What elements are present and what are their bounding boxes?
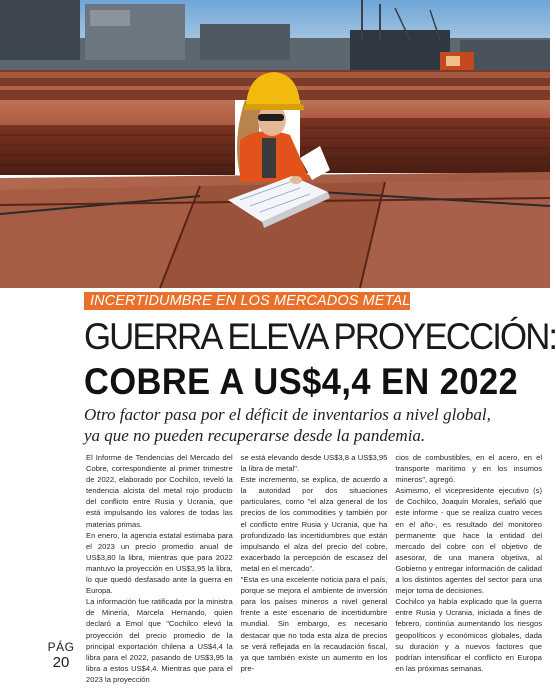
- paragraph: En enero, la agencia estatal estimaba para el 2023 un precio promedio anual de US$3,80 la libra, mientras que para 2022 mantuvo la proyección en US$3,95 la libra, lo que quedó desfasado ante la guerra en Europa.: [86, 530, 233, 596]
- deck-line-1: Otro factor pasa por el déficit de inventarios a nivel global,: [84, 405, 491, 424]
- body-column-3: [395, 452, 542, 692]
- article-deck: [84, 404, 524, 446]
- paragraph: La información fue ratificada por la ministra de Minería, Marcela Hernando, quien declaró a Emol que "Cochilco elevó la proyección del precio promedio de la principal exportación chilena a US$4,4 la libra para el 2022, pasando de US$3,95 la libra a estos US$4,4. Mientras que para el 2023 la proyección: [86, 597, 233, 684]
- paragraph: Asimismo, el vicepresidente ejecutivo (s) de Cochilco, Joaquín Morales, señaló que este informe - que se realiza cuatro veces en el año-, es resultado del monitoreo permanente que hace la entidad del mercado del cobre con el objetivo de asesorar, de una manera objetiva, al Gobierno y entregar información de calidad a los distintos agentes del sector para una mejor toma de decisiones.: [395, 486, 543, 596]
- copper-cathodes-photo: [0, 0, 550, 288]
- paragraph: El Informe de Tendencias del Mercado del Cobre, correspondiente al primer trimestre de 2022, elaborado por Cochilco, reveló la tendencia alcista del metal rojo producto del conflicto entre Rusia y Ucrania, que está impulsando los valores de todas las materias primas.: [86, 453, 233, 529]
- paragraph: Este incremento, se explica, de acuerdo a la autoridad por dos situaciones particulares, como "el alza general de los precios de los commodities y también por el conflicto entre Rusia y Ucrania, que ha profundizado las incertidumbres que están impulsando el alza del precio del cobre, exacerbado la percepción de escasez del metal en el mercado".: [240, 475, 388, 573]
- paragraph: Cochilco ya había explicado que la guerra entre Rusia y Ucrania, iniciada a fines de febrero, continúa aumentando los riesgos geopolíticos y económicos globales, dada su duración y a nuevos factores que podrían intensificar el conflicto en Europa en las próximas semanas.: [395, 597, 543, 673]
- paragraph: "Esta es una excelente noticia para el país, porque se mejora el ambiente de inversión para los países mineros a nivel general frente a este escenario de incertidumbre mundial. Sin embargo, es necesario destacar que no toda esta alza de precios se verá reflejada en la recaudación fiscal, ya que también existe un aumento en los pre-: [240, 575, 388, 673]
- paragraph: se está elevando desde US$3,8 a US$3,95 la libra de metal".: [240, 453, 388, 474]
- body-column-1: [86, 452, 233, 692]
- headline-line-1: GUERRA ELEVA PROYECCIÓN:: [84, 316, 556, 357]
- article-body: [86, 452, 542, 692]
- headline-line-2: COBRE A US$4,4 EN 2022: [84, 361, 519, 402]
- deck-line-2: ya que no pueden recuperarse desde la pandemia.: [84, 426, 426, 445]
- page-number-value: 20: [52, 654, 70, 671]
- body-column-2: [241, 452, 388, 692]
- page-number: [46, 640, 76, 672]
- hero-photo: [0, 0, 550, 288]
- paragraph: cios de combustibles, en el acero, en el transporte marítimo y en los insumos mineros", agregó.: [395, 453, 543, 485]
- section-kicker: INCERTIDUMBRE EN LOS MERCADOS METALEROS: [84, 292, 410, 310]
- page-label: PÁG: [47, 640, 75, 654]
